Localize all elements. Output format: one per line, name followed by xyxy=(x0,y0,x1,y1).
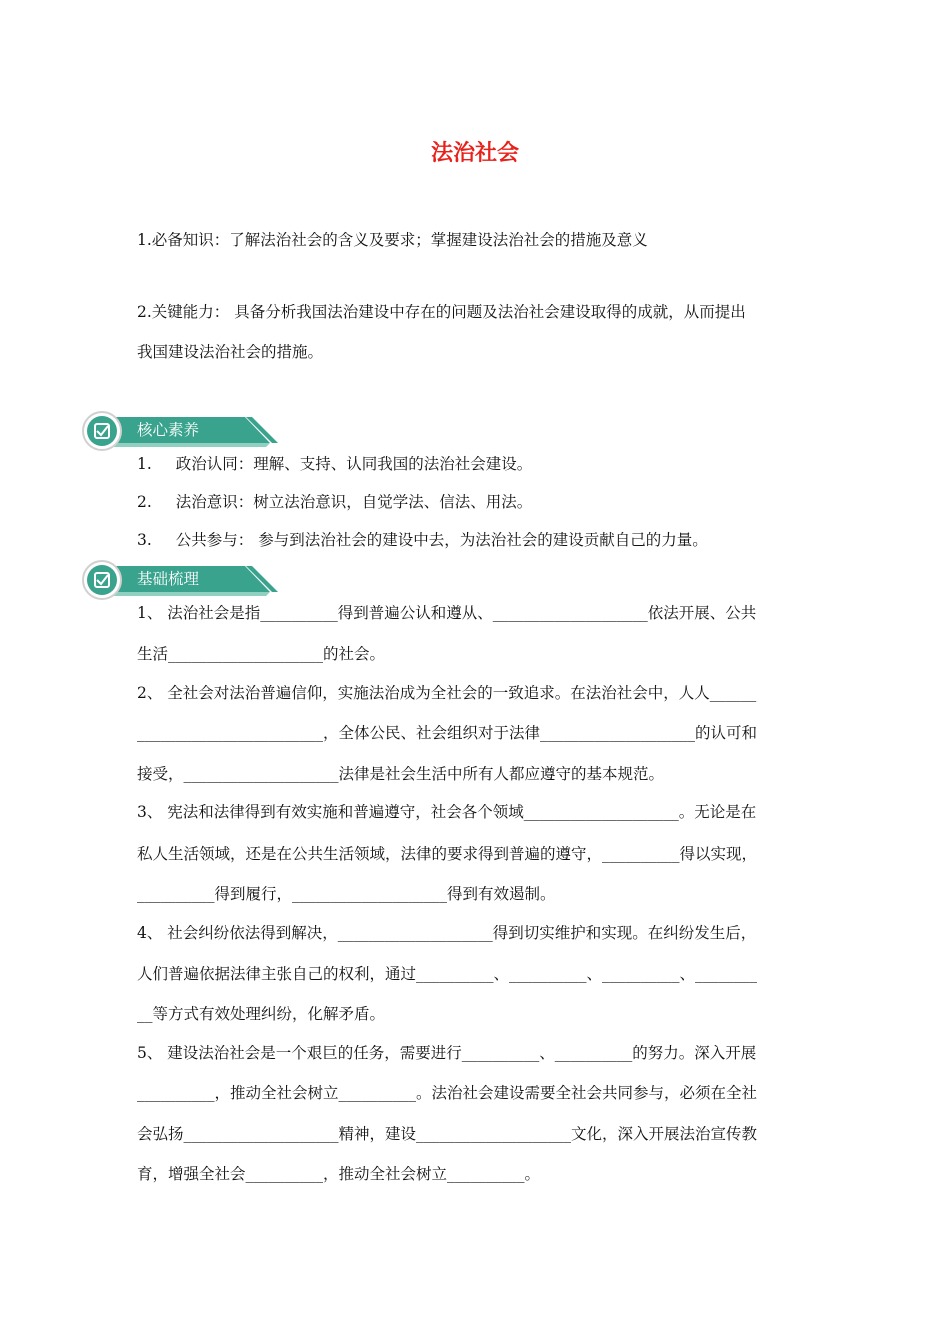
text-line: 育，增强全社会__________，推动全社会树立__________。 xyxy=(137,1165,541,1183)
item-number: 2. xyxy=(137,493,152,511)
list-item xyxy=(137,452,817,474)
text-line: 生活____________________的社会。 xyxy=(137,645,386,663)
text-line: __________得到履行，____________________得到有效遏制。 xyxy=(137,885,556,903)
intro-paragraph-2-line-2: 我国建设法治社会的措施。 xyxy=(137,343,324,361)
text-line: __等方式有效处理纠纷，化解矛盾。 xyxy=(137,1005,386,1023)
intro-paragraph-1: 1.必备知识：了解法治社会的含义及要求；掌握建设法治社会的措施及意义 xyxy=(137,231,648,249)
text-line: 私人生活领域，还是在公共生活领域，法律的要求得到普遍的遵守，__________得以实现， xyxy=(137,845,758,863)
item-number: 1. xyxy=(137,455,152,473)
text-line: 接受，____________________法律是社会生活中所有人都应遵守的基本规范。 xyxy=(137,765,665,783)
item-text: 公共参与： 参与到法治社会的建设中去，为法治社会的建设贡献自己的力量。 xyxy=(175,531,708,549)
item-text: 法治意识：树立法治意识，自觉学法、信法、用法。 xyxy=(175,493,533,511)
list-item xyxy=(137,528,817,550)
item-number: 3. xyxy=(137,531,152,549)
text-line: 人们普遍依据法律主张自己的权利，通过__________、__________、__________、________ xyxy=(137,965,758,983)
page-title: 法治社会 xyxy=(430,141,519,166)
text-line: __________，推动全社会树立__________。法治社会建设需要全社会共同参与，必须在全社 xyxy=(137,1084,758,1102)
item-text: 政治认同：理解、支持、认同我国的法治社会建设。 xyxy=(175,455,533,473)
list-item xyxy=(137,490,817,512)
text-line: 2、 全社会对法治普遍信仰，实施法治成为全社会的一致追求。在法治社会中，人人______ xyxy=(137,684,757,702)
text-line: ________________________，全体公民、社会组织对于法律____________________的认可和 xyxy=(137,724,758,742)
text-line: 会弘扬____________________精神，建设____________________文化，深入开展法治宣传教 xyxy=(137,1125,758,1143)
section-heading: 核心素养 xyxy=(137,421,200,439)
section-banner-core-literacy xyxy=(80,409,280,453)
intro-paragraph-2-line-1: 2.关键能力： 具备分析我国法治建设中存在的问题及法治社会建设取得的成就，从而提出 xyxy=(137,303,746,321)
text-line: 5、 建设法治社会是一个艰巨的任务，需要进行__________、__________的努力。深入开展 xyxy=(137,1044,757,1062)
section-banner-basic-review xyxy=(80,558,280,602)
text-line: 4、 社会纠纷依法得到解决，____________________得到切实维护和实现。在纠纷发生后， xyxy=(137,924,757,942)
section-heading: 基础梳理 xyxy=(137,570,200,588)
text-line: 1、 法治社会是指__________得到普遍公认和遵从、____________________依法开展、公共 xyxy=(137,604,757,622)
text-line: 3、 宪法和法律得到有效实施和普遍遵守，社会各个领域____________________。无论是在 xyxy=(137,803,757,821)
